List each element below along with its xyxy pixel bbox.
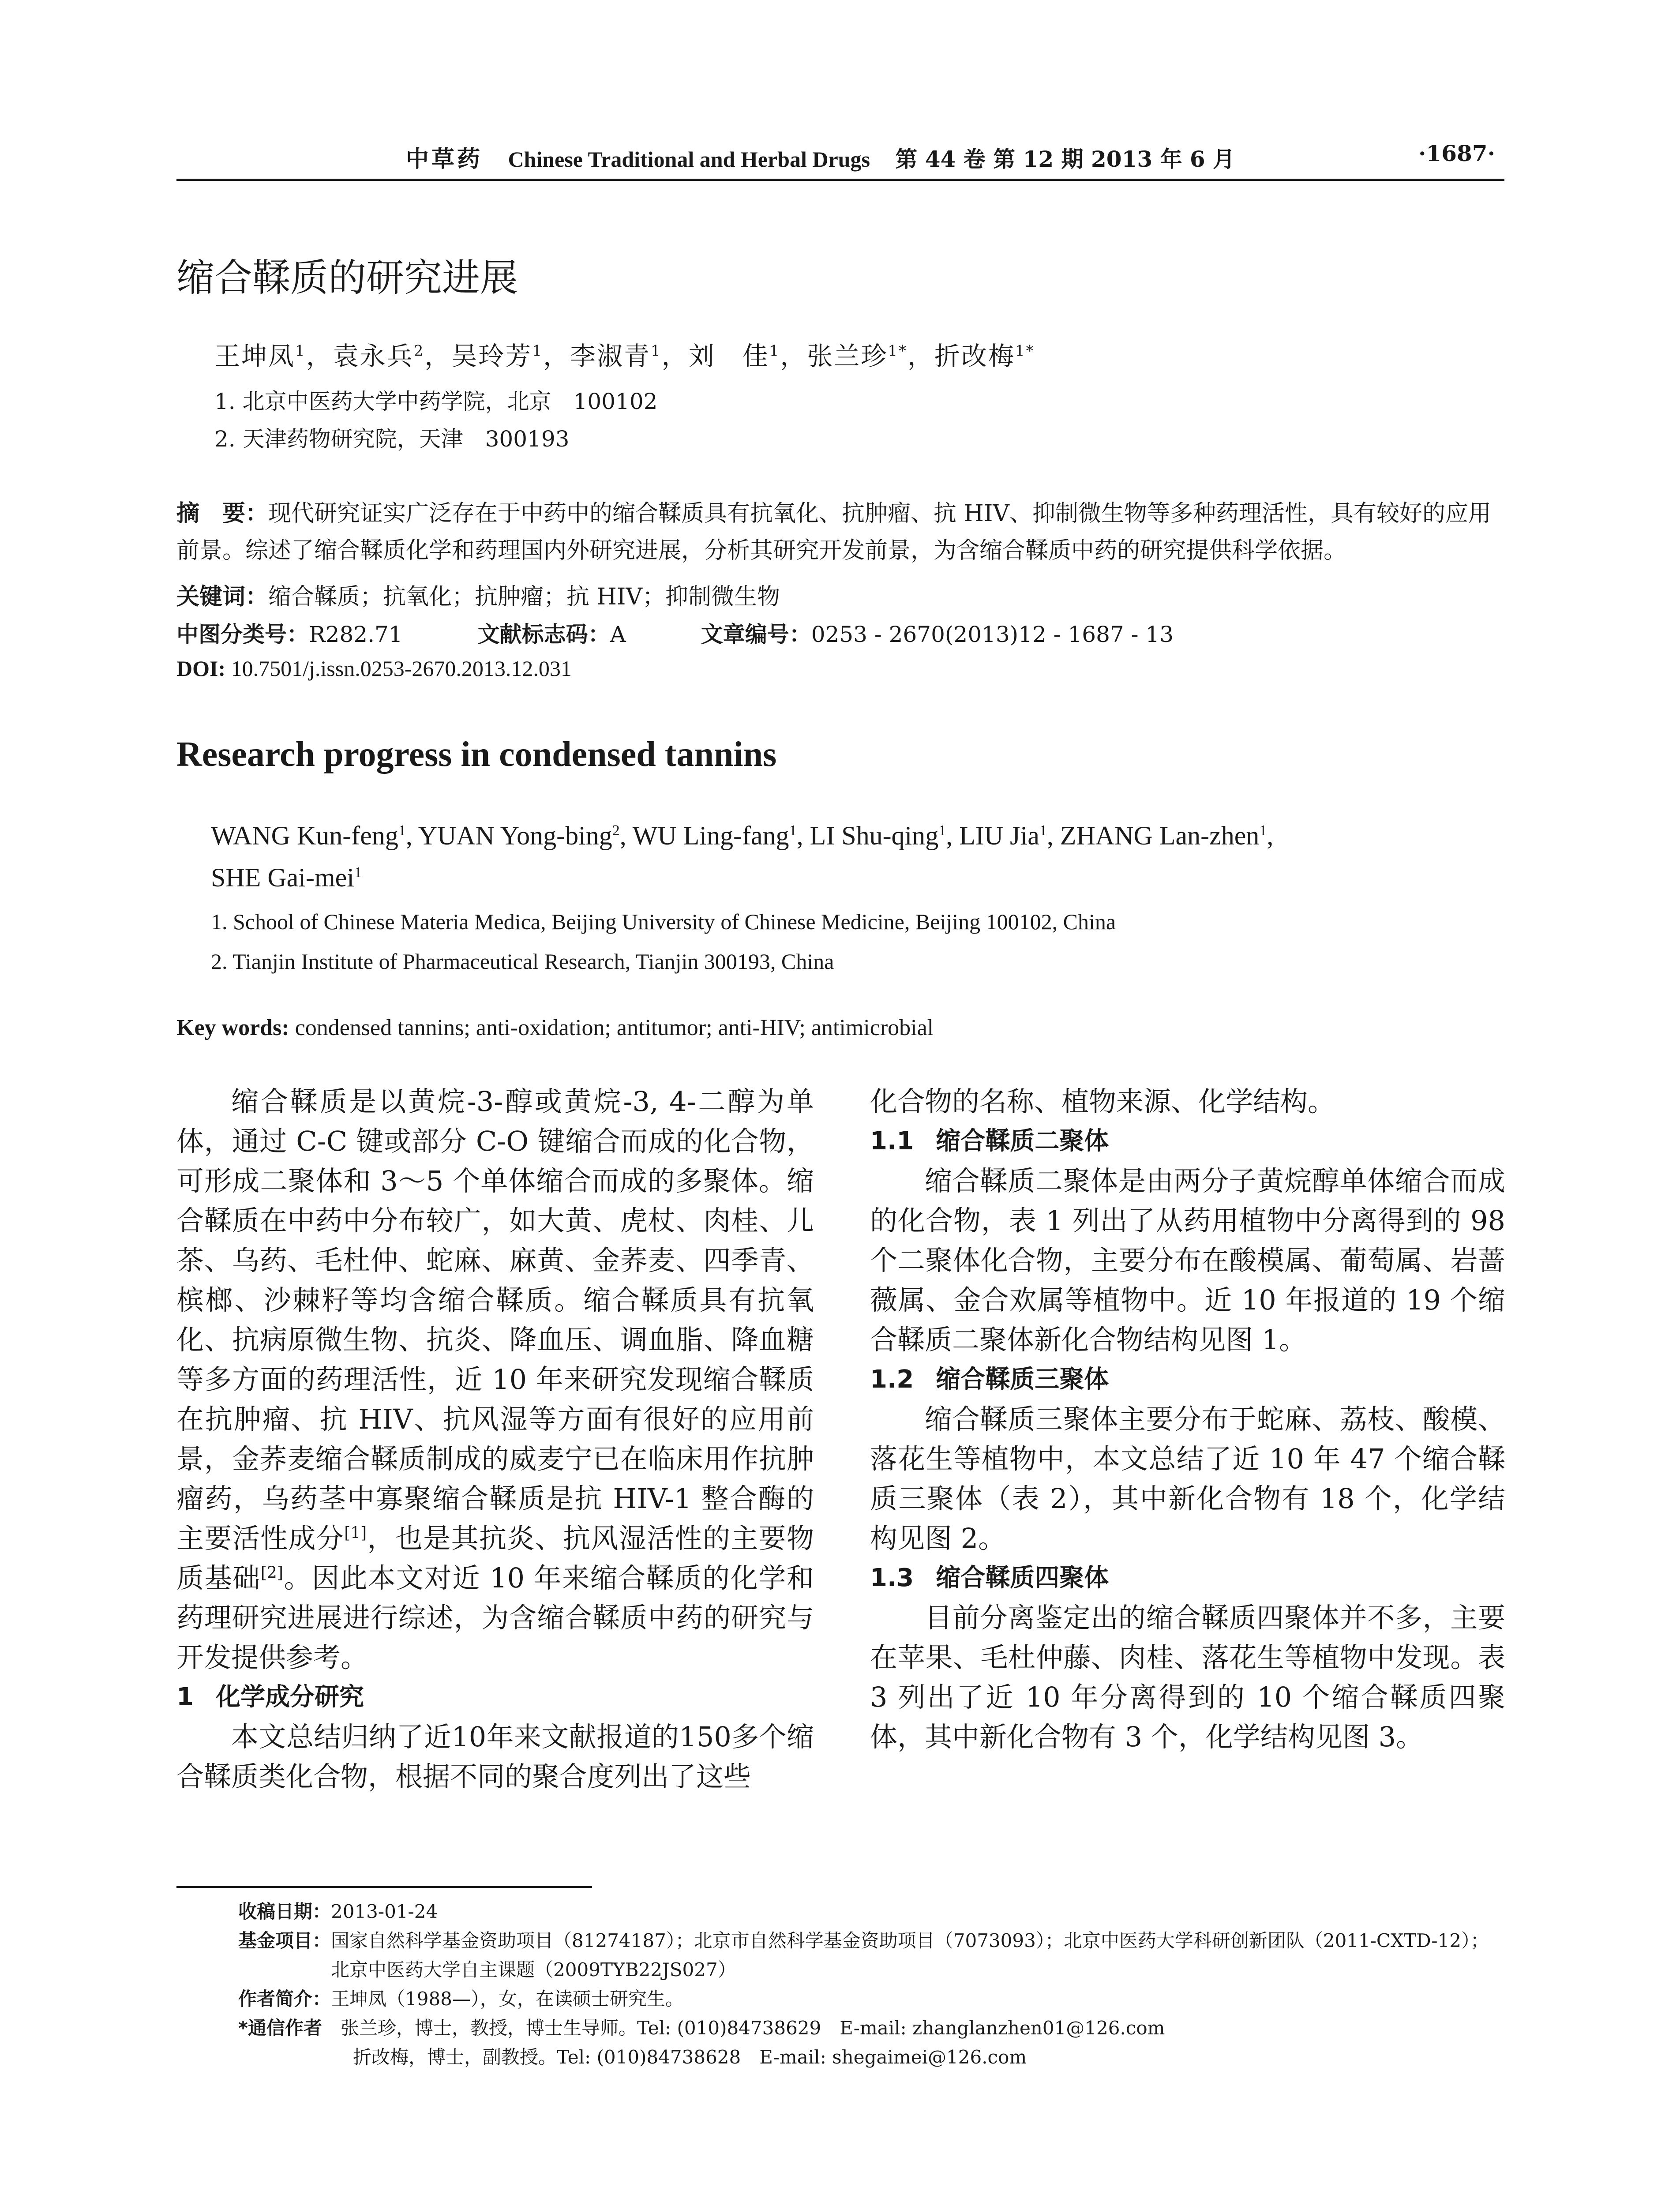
author-name: WU Ling-fang [632, 821, 789, 850]
journal-name-cn: 中草药 [406, 146, 483, 173]
intro-text-b: ，也是其抗炎、抗风湿活性的主要物质基础 [176, 1522, 814, 1594]
fund-label: 基金项目： [238, 1930, 331, 1951]
intro-text-a: 缩合鞣质是以黄烷-3-醇或黄烷-3, 4-二醇为单体，通过 C-C 键或部分 C-O 键缩合而成的化合物，可形成二聚体和 3～5 个单体缩合而成的多聚体。缩合鞣质在中药中分布较广，如大黄、虎杖、肉桂、儿茶、乌药、毛杜仲、蛇麻、麻黄、金荞麦、四季青、槟榔、沙棘籽等均含缩合鞣质。缩合鞣质具有抗氧化、抗病原微生物、抗炎、降血压、调血脂、降血糖等多方面的药理活性，近 10 年来研究发现缩合鞣质在抗肿瘤、抗 HIV、抗风湿等方面有很好的应用前景，金荞麦缩合鞣质制成的威麦宁已在临床用作抗肿瘤药，乌药茎中寡聚缩合鞣质是抗 HIV-1 整合酶的主要活性成分 [176, 1085, 814, 1554]
author-affiliation-mark: 1 [651, 342, 662, 360]
abstract-label: 摘 要： [176, 500, 269, 527]
author-bio [238, 1985, 1509, 2014]
section-1-2-number: 1.2 [870, 1365, 914, 1394]
author-name: 袁永兵 [333, 341, 414, 371]
issue-info: 第 44 卷 第 12 期 2013 年 6 月 [895, 146, 1235, 172]
author-affiliation-mark: 1 [1259, 822, 1267, 839]
running-header [406, 140, 1235, 173]
author-name: WANG Kun-feng [211, 821, 398, 850]
author-name: ZHANG Lan-zhen [1060, 821, 1260, 850]
header-rule [176, 179, 1504, 181]
author-name: LI Shu-qing [810, 821, 939, 850]
article-title-en: Research progress in condensed tannins [176, 735, 777, 774]
author-affiliation-mark: 1 [532, 342, 543, 360]
footnote-rule [176, 1886, 592, 1888]
affiliation-cn-1: 1. 北京中医药大学中药学院，北京 100102 [214, 389, 658, 414]
section-1-3-number: 1.3 [870, 1564, 914, 1592]
author-affiliation-mark: 2 [413, 342, 425, 360]
doc-code-label: 文献标志码： [477, 622, 610, 647]
author-list-en-line2 [211, 863, 362, 893]
funding [238, 1926, 1509, 1955]
fund-line-1: 国家自然科学基金资助项目（81274187）；北京市自然科学基金资助项目（7073093）；北京中医药大学科研创新团队（2011-CXTD-12）； [331, 1930, 1489, 1951]
doi-label: DOI: [176, 656, 226, 681]
author-affiliation-mark: 1 [1039, 822, 1047, 839]
corr-line-1: 张兰珍，博士，教授，博士生导师。Tel: (010)84738629 E-mail: zhanglanzhen01@126.com [340, 2017, 1165, 2039]
author-affiliation-mark: 1* [1015, 342, 1035, 360]
article-no-value: 0253 - 2670(2013)12 - 1687 - 13 [811, 622, 1174, 647]
author-name: 折改梅 [934, 341, 1016, 371]
article-no-label: 文章编号： [701, 622, 811, 647]
clc-value: R282.71 [309, 622, 403, 647]
doi-line [176, 656, 572, 681]
keywords-label: 关键词： [176, 584, 269, 610]
author-name: 张兰珍 [807, 341, 888, 371]
corr-line-2: 折改梅，博士，副教授。Tel: (010)84738628 E-mail: shegaimei@126.com [353, 2046, 1027, 2068]
keywords-text: 缩合鞣质；抗氧化；抗肿瘤；抗 HIV；抑制微生物 [268, 584, 780, 610]
author-name: 吴玲芳 [451, 341, 532, 371]
author-name: YUAN Yong-bing [418, 821, 612, 850]
received-value: 2013-01-24 [331, 1901, 438, 1922]
citation-1: [1] [344, 1524, 367, 1542]
author-affiliation-mark: 1 [295, 342, 306, 360]
citation-2: [2] [260, 1564, 283, 1582]
author-list-en-line1: WANG Kun-feng$^1$, YUAN Yong-bing$^2$, WU Ling-fang$^1$, LI Shu-qing$^1$, LIU Jia$^1$, ZHANG Lan-zhen$^1$, [211, 821, 1274, 850]
corr-label: *通信作者 [238, 2017, 322, 2039]
section-1-1-heading [870, 1122, 1505, 1161]
section-1-paragraph-cont: 化合物的名称、植物来源、化学结构。 [870, 1085, 1335, 1118]
classification-line [176, 617, 1174, 649]
author-affiliation-mark: 1 [938, 822, 946, 839]
section-1-1-number: 1.1 [870, 1127, 914, 1156]
clc-label: 中图分类号： [176, 622, 309, 647]
fund-line-2: 北京中医药大学自主课题（2009TYB22JS027） [331, 1959, 736, 1981]
section-1-1-paragraph: 缩合鞣质二聚体是由两分子黄烷醇单体缩合而成的化合物，表 1 列出了从药用植物中分离得到的 98 个二聚体化合物，主要分布在酸模属、葡萄属、岩蔷薇属、金合欢属等植物中。近 10 年报道的 19 个缩合鞣质二聚体新化合物结构见图 1。 [870, 1165, 1505, 1356]
body-column-left [176, 1082, 814, 1797]
received-label: 收稿日期： [238, 1901, 331, 1922]
section-1-2-heading [870, 1360, 1505, 1399]
abstract-text: 现代研究证实广泛存在于中药中的缩合鞣质具有抗氧化、抗肿瘤、抗 HIV、抑制微生物等多种药理活性，具有较好的应用前景。综述了缩合鞣质化学和药理国内外研究进展，分析其研究开发前景，为含缩合鞣质中药的研究提供科学依据。 [176, 500, 1491, 564]
author-name: 李淑青 [570, 341, 651, 371]
author-affiliation-mark: 1 [789, 822, 797, 839]
intro-paragraph [176, 1082, 814, 1677]
affiliation-en-2: 2. Tianjin Institute of Pharmaceutical Research, Tianjin 300193, China [211, 949, 834, 974]
received-date [238, 1897, 1509, 1926]
abstract [176, 495, 1504, 569]
author-name: LIU Jia [959, 821, 1039, 850]
footnotes [238, 1897, 1509, 2072]
section-1-paragraph: 本文总结归纳了近10年来文献报道的150多个缩合鞣质类化合物，根据不同的聚合度列出了这些 [176, 1721, 814, 1793]
keywords-en-text: condensed tannins; anti-oxidation; antitumor; anti-HIV; antimicrobial [295, 1015, 934, 1040]
section-1-number: 1 [176, 1683, 194, 1711]
author-affiliation-mark: 1 [354, 864, 362, 881]
section-1-3-paragraph: 目前分离鉴定出的缩合鞣质四聚体并不多，主要在苹果、毛杜仲藤、肉桂、落花生等植物中发现。表 3 列出了近 10 年分离得到的 10 个缩合鞣质四聚体，其中新化合物有 3 个，化学结构见图 3。 [870, 1602, 1505, 1753]
section-1-2-paragraph: 缩合鞣质三聚体主要分布于蛇麻、荔枝、酸模、落花生等植物中，本文总结了近 10 年 47 个缩合鞣质三聚体（表 2），其中新化合物有 18 个，化学结构见图 2。 [870, 1403, 1505, 1554]
section-1-title: 化学成分研究 [215, 1683, 364, 1711]
intro-text-c: 。因此本文对近 10 年来缩合鞣质的化学和药理研究进展进行综述，为含缩合鞣质中药的研究与开发提供参考。 [176, 1562, 814, 1673]
author-affiliation-mark: 1 [769, 342, 780, 360]
author-list-cn: 王坤凤$^1$，袁永兵$^2$，吴玲芳$^1$，李淑青$^1$，刘 佳$^1$，张兰珍$^{1*}$，折改梅$^{1*}$ [214, 341, 1035, 371]
author-name: 刘 佳 [688, 341, 769, 371]
section-1-3-title: 缩合鞣质四聚体 [936, 1564, 1109, 1592]
affiliation-cn-2: 2. 天津药物研究院，天津 300193 [214, 426, 570, 452]
keywords-en-label: Key words: [176, 1015, 289, 1040]
author-affiliation-mark: 1* [888, 342, 908, 360]
journal-name-en: Chinese Traditional and Herbal Drugs [508, 147, 870, 172]
author-affiliation-mark: 1 [398, 822, 406, 839]
author-affiliation-mark: 2 [612, 822, 620, 839]
author-name: SHE Gai-mei [211, 863, 354, 892]
section-1-1-title: 缩合鞣质二聚体 [936, 1127, 1109, 1156]
keywords-cn [176, 578, 780, 611]
keywords-en [176, 1015, 934, 1041]
section-1-heading [176, 1677, 814, 1717]
section-1-3-heading [870, 1558, 1505, 1598]
bio-label: 作者简介： [238, 1988, 331, 2010]
doc-code-value: A [610, 622, 626, 647]
article-title-cn: 缩合鞣质的研究进展 [176, 256, 518, 300]
page-number: ·1687· [1418, 140, 1495, 166]
corresponding-author [238, 2014, 1509, 2043]
body-column-right [870, 1082, 1505, 1757]
affiliation-en-1: 1. School of Chinese Materia Medica, Beijing University of Chinese Medicine, Beijing 100102, China [211, 909, 1116, 934]
author-name: 王坤凤 [214, 341, 296, 371]
doi-value: 10.7501/j.issn.0253-2670.2013.12.031 [231, 656, 572, 681]
section-1-2-title: 缩合鞣质三聚体 [936, 1365, 1109, 1394]
bio-value: 王坤凤（1988—），女，在读硕士研究生。 [331, 1988, 684, 2010]
